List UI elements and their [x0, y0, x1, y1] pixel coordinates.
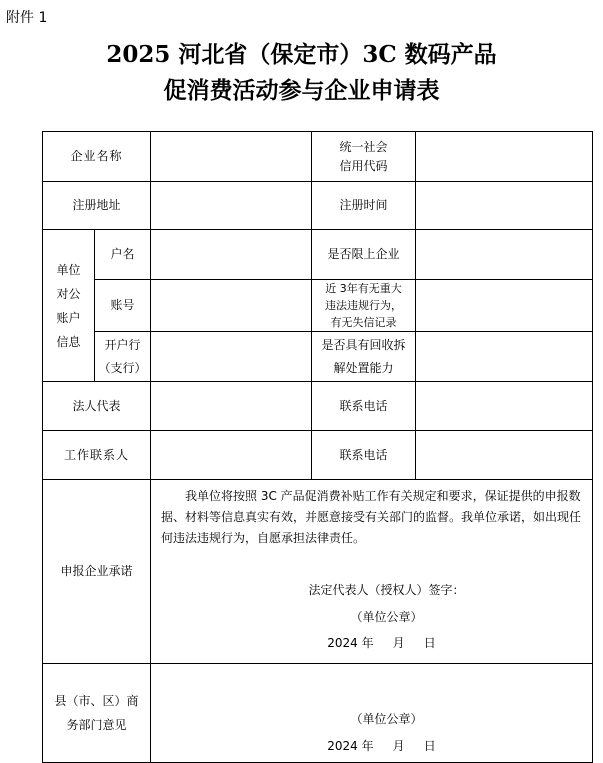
table-row	[43, 431, 593, 480]
commerce-opinion-line-1: 县（市、区）商	[54, 694, 139, 709]
bank-branch-label-line-2: （支行）	[98, 360, 147, 375]
date-line-2	[161, 737, 582, 756]
attachment-label: 附件 1	[6, 10, 48, 26]
violation-label-line-2: 违法违规行为，	[325, 299, 403, 313]
account-info-label	[43, 230, 95, 382]
account-number-label: 账号	[95, 280, 151, 332]
above-scale-field[interactable]	[416, 230, 593, 280]
date-line-1	[161, 634, 582, 653]
date-1-day: 日	[423, 636, 436, 651]
commerce-opinion-line-2: 务部门意见	[66, 718, 127, 733]
commitment-content	[151, 480, 593, 664]
company-name-label: 企业名称	[43, 132, 151, 182]
violation-label-line-3: 有无失信记录	[330, 316, 397, 330]
date-2-month: 月	[392, 738, 405, 753]
form-title-line-1: 2025 河北省（保定市）3C 数码产品	[106, 41, 497, 68]
account-name-label: 户名	[95, 230, 151, 280]
account-name-field[interactable]	[151, 230, 312, 280]
table-row	[43, 182, 593, 230]
seal-line-2: （单位公章）	[350, 712, 423, 727]
table-row	[43, 132, 593, 182]
recycle-capability-label	[312, 332, 416, 382]
reg-time-label: 注册时间	[312, 182, 416, 230]
account-info-label-line-2: 对公	[56, 286, 81, 301]
legal-rep-field[interactable]	[151, 382, 312, 431]
recycle-label-line-2: 解处置能力	[333, 360, 394, 375]
recycle-capability-field[interactable]	[416, 332, 593, 382]
table-row	[43, 230, 593, 280]
reg-address-label: 注册地址	[43, 182, 151, 230]
table-row	[43, 382, 593, 431]
bank-branch-label-line-1: 开户行	[104, 337, 141, 352]
phone-field-1[interactable]	[416, 382, 593, 431]
date-1-month: 月	[392, 636, 405, 651]
signature-line: 法定代表人（授权人）签字：	[308, 583, 465, 598]
phone-label-2: 联系电话	[312, 431, 416, 480]
account-number-field[interactable]	[151, 280, 312, 332]
reg-address-field[interactable]	[151, 182, 312, 230]
recycle-label-line-1: 是否具有回收拆	[321, 337, 406, 352]
phone-field-2[interactable]	[416, 431, 593, 480]
violation-label-line-1: 近 3年有无重大	[325, 282, 402, 295]
commitment-text: 我单位将按照 3C 产品促消费补贴工作有关规定和要求，保证提供的申报数据、材料等信息真实有效，并愿意接受有关部门的监督。我单位承诺，如出现任何违法违规行为，自愿承担法律责任。	[161, 489, 582, 546]
violation-record-label	[312, 280, 416, 332]
table-row	[43, 332, 593, 382]
above-scale-label: 是否限上企业	[312, 230, 416, 280]
commerce-opinion-content[interactable]	[151, 664, 593, 763]
table-row	[43, 664, 593, 763]
account-info-label-line-3: 账户	[56, 310, 81, 325]
company-name-field[interactable]	[151, 132, 312, 182]
credit-code-field[interactable]	[416, 132, 593, 182]
violation-record-field[interactable]	[416, 280, 593, 332]
form-title-line-2: 促消费活动参与企业申请表	[163, 77, 440, 104]
contact-person-field[interactable]	[151, 431, 312, 480]
phone-label-1: 联系电话	[312, 382, 416, 431]
date-1-year: 2024 年	[327, 636, 374, 651]
date-2-day: 日	[423, 738, 436, 753]
table-row	[43, 280, 593, 332]
seal-line-1: （单位公章）	[350, 609, 423, 624]
account-info-label-line-4: 信息	[56, 334, 81, 349]
account-info-label-line-1: 单位	[56, 262, 81, 277]
bank-branch-label	[95, 332, 151, 382]
commitment-label: 申报企业承诺	[43, 480, 151, 664]
contact-person-label: 工作联系人	[43, 431, 151, 480]
legal-rep-label: 法人代表	[43, 382, 151, 431]
application-form-table	[42, 131, 593, 763]
credit-code-label-line-1: 统一社会	[339, 139, 388, 154]
reg-time-field[interactable]	[416, 182, 593, 230]
commerce-opinion-label	[43, 664, 151, 763]
table-row	[43, 480, 593, 664]
credit-code-label-line-2: 信用代码	[339, 158, 388, 173]
bank-branch-field[interactable]	[151, 332, 312, 382]
credit-code-label	[312, 132, 416, 182]
date-2-year: 2024 年	[327, 738, 374, 753]
